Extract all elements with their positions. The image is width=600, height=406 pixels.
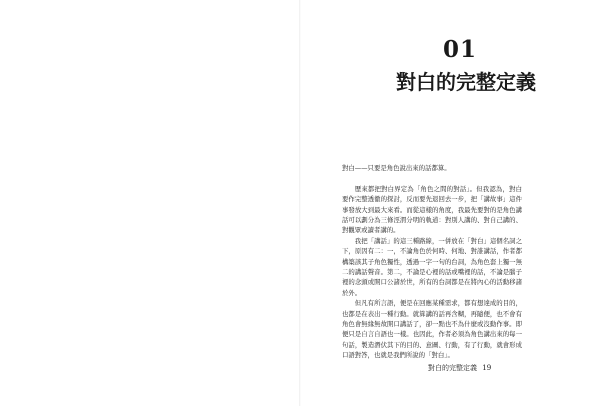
page-number: 19: [482, 364, 492, 372]
body-text: [342, 163, 522, 361]
paragraph-3: 但凡有所言語，便是在回應某種需求，都有想達成的目的，也都是在表出一種行動。就算講的話再含糊，再隨便，也不會有角色會無緣無故開口講話了，卻一點也不為什麼或沒動作事。即便只是自言自語也一樣。也因此，作者必須為角色講出來的每一句話，製造潛伏其下的目的、意圖、行動，有了行動，就會形成口語對答，也就是我們所說的「對白」。: [342, 299, 522, 360]
chapter-number: 01: [442, 36, 477, 63]
lead-sentence: 對白——只要是角色說出來的話都算。: [342, 164, 451, 172]
chapter-title: 對白的完整定義: [396, 70, 536, 94]
paragraph-1: 歷來都把對白界定為「角色之間的對話」。但我認為，對白要作完整透徹的探討，反而要先退回去一步，把「講故事」這件事發放大到最大來看。而從這樣的角度，我最先要對的是角色講話可以劃分為三條涇渭分明的軌道：對別人講的、對自己講的、對觀眾或讀者講的。: [342, 184, 522, 235]
paragraph-2: 我把「講話」的這三種路線，一併放在「對白」這個名詞之下，原因有二：一，不論角色於何時、何地、對誰講話，作者都構築該其子角色獨性，透過一字一句的台詞，為角色套上獨一無二的講話聲音。第二，不論是心裡的話或嘴裡的話，不論是腦子裡的念頭或開口公諸於世，所有的台詞都是在將內心的活動移諸於外。: [342, 236, 522, 297]
running-title: 對白的完整定義: [428, 364, 477, 372]
page-footer: [428, 363, 548, 373]
page-gutter: [299, 0, 301, 406]
